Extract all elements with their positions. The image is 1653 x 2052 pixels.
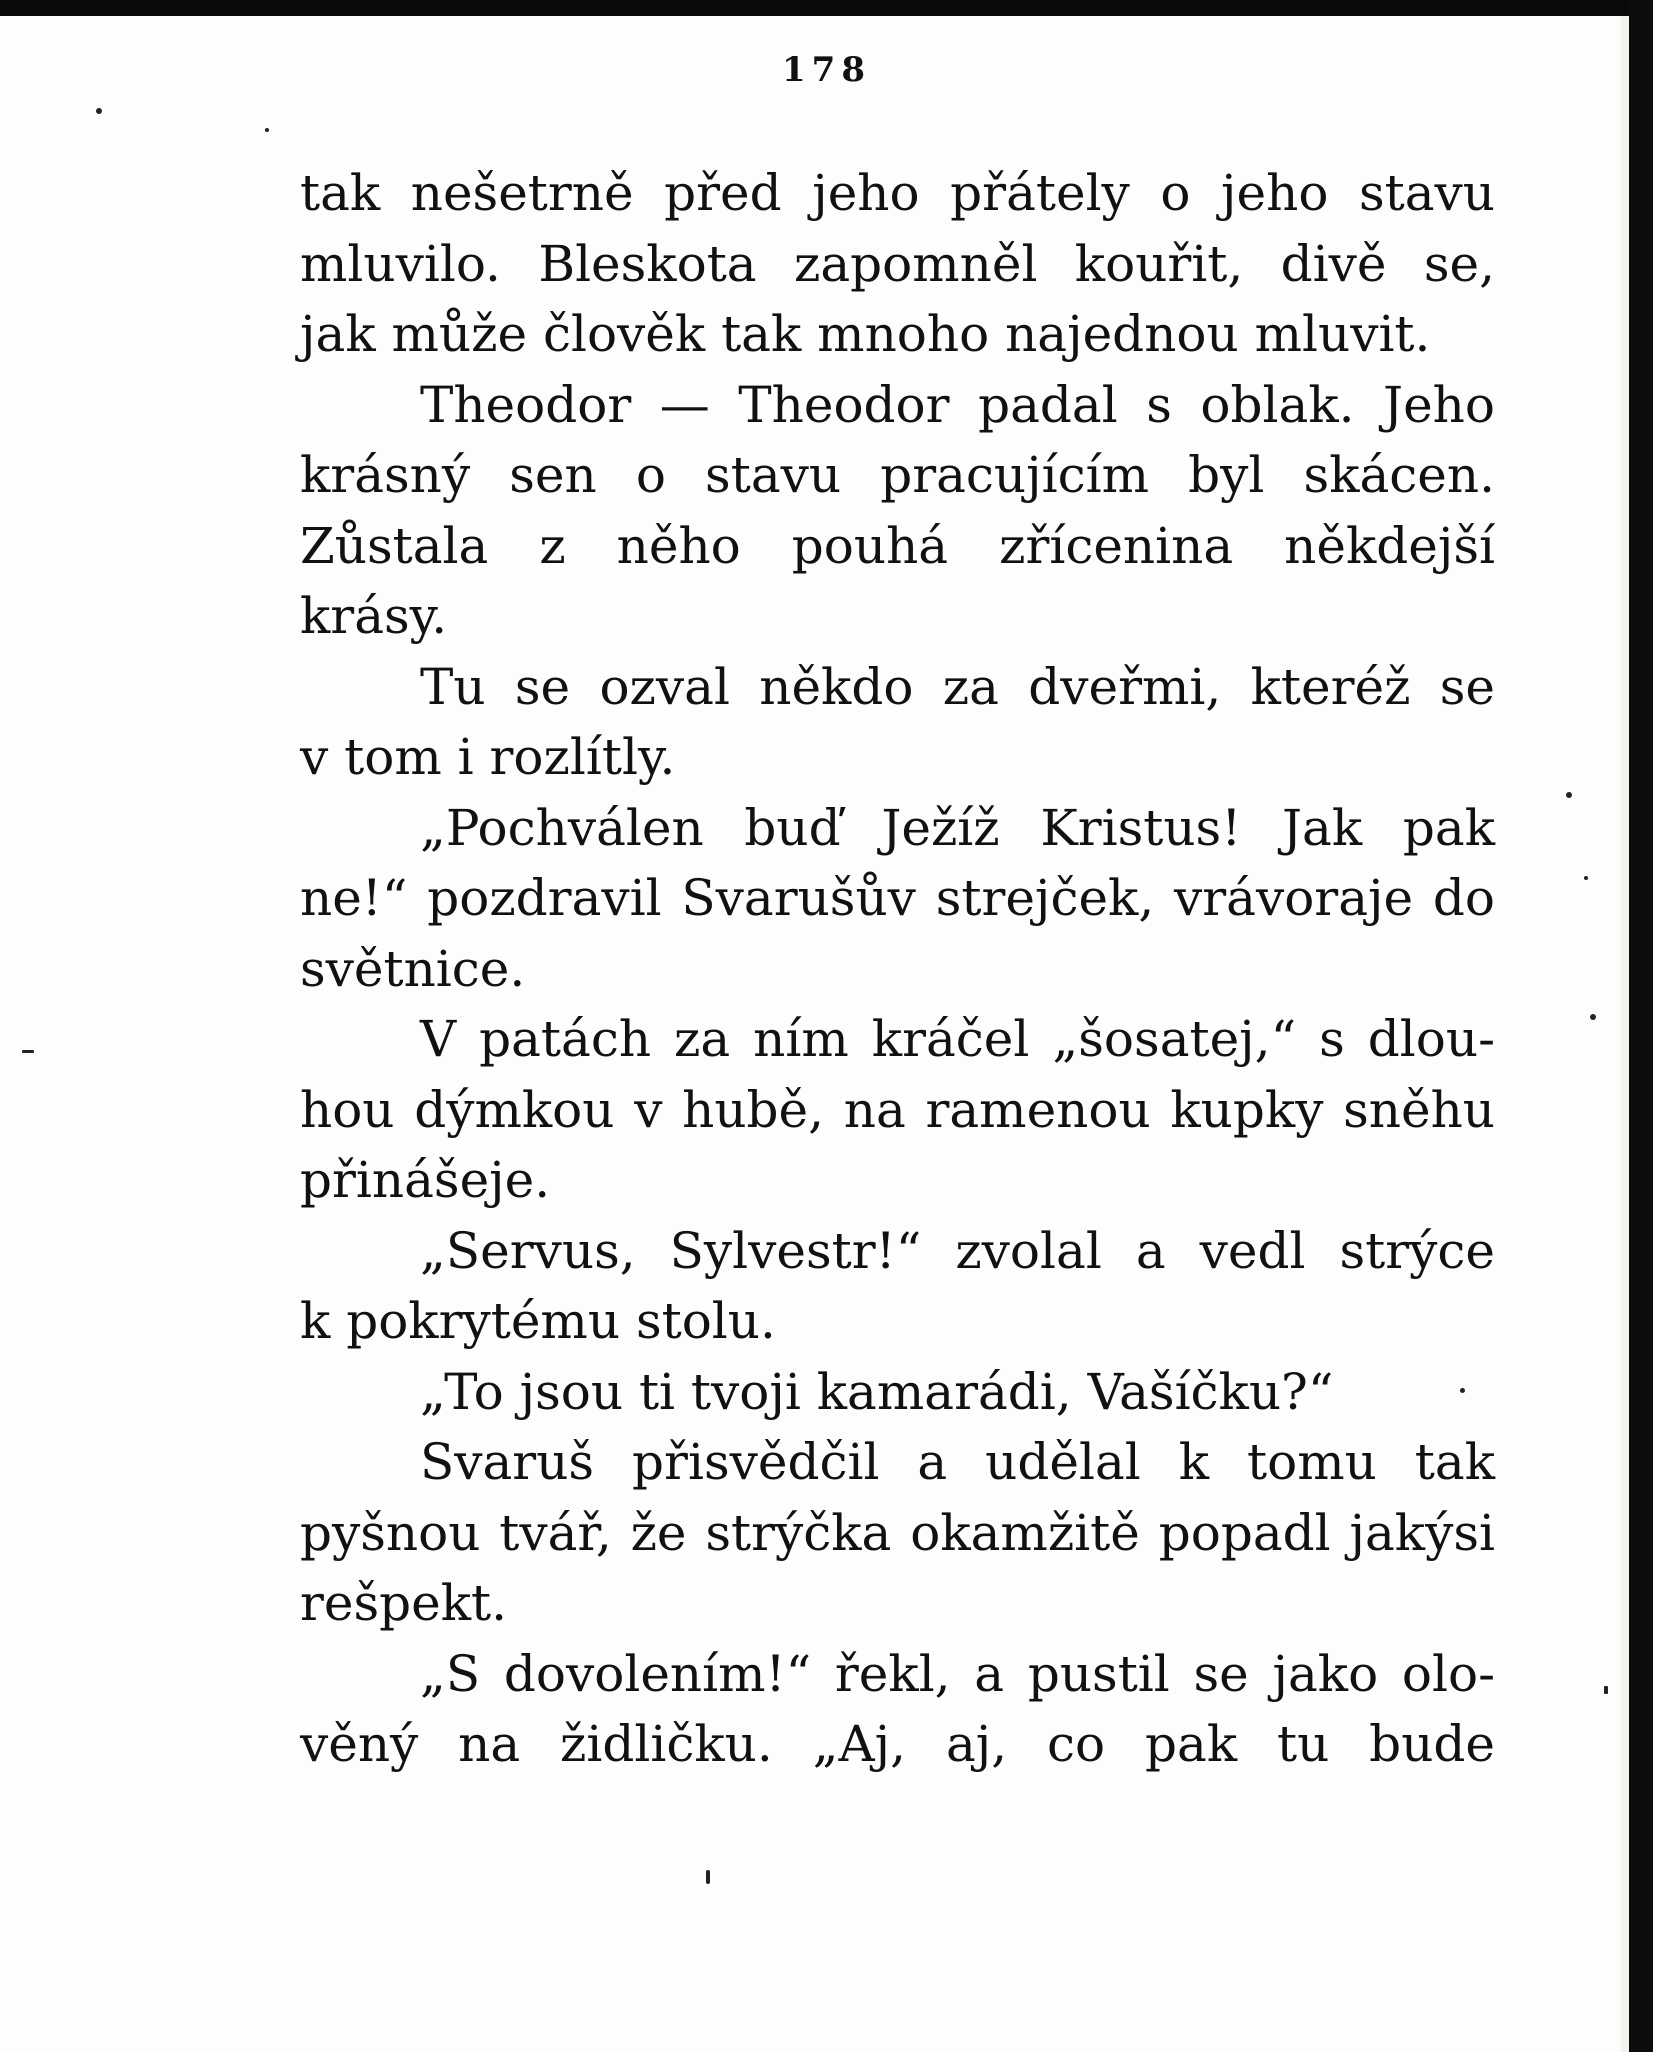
text-line: světnice. (300, 939, 526, 998)
text-line: pyšnou tvář, že strýčka okamžitě popadl jakýsi (300, 1503, 1495, 1562)
scan-speck (1566, 792, 1572, 798)
text-line: „Servus, Sylvestr!“ zvolal a vedl strýce (420, 1221, 1495, 1280)
text-line: Theodor — Theodor padal s oblak. Jeho (420, 375, 1495, 434)
scan-speck (706, 1870, 710, 1884)
page-edge-shadow (1621, 16, 1629, 2052)
text-line: v tom i rozlítly. (300, 728, 676, 786)
text-line: jak může člověk tak mnoho najednou mluvit. (300, 305, 1431, 363)
text-line: Tu se ozval někdo za dveřmi, kteréž se (420, 657, 1495, 716)
text-line: Zůstala z něho pouhá zřícenina někdejší (300, 516, 1495, 575)
scan-right-border (1629, 0, 1653, 2052)
text-line: mluvilo. Bleskota zapomněl kouřit, divě se, (300, 234, 1495, 293)
text-line: hou dýmkou v hubě, na ramenou kupky sněhu (300, 1080, 1495, 1139)
scan-speck (22, 1050, 34, 1053)
scan-speck (96, 108, 102, 114)
scan-speck (265, 128, 269, 132)
text-line: krásný sen o stavu pracujícím byl skácen. (300, 446, 1495, 504)
scan-speck (1590, 1014, 1596, 1020)
scan-speck (1584, 876, 1588, 880)
text-line: „Pochválen buď Ježíž Kristus! Jak pak (420, 798, 1495, 857)
text-line: rešpekt. (300, 1574, 508, 1632)
text-line: k pokrytému stolu. (300, 1292, 776, 1350)
body-text (300, 158, 1495, 1780)
text-line: Svaruš přisvědčil a udělal k tomu tak (420, 1433, 1495, 1491)
text-line: V patách za ním kráčel „šosatej,“ s dlou- (420, 1010, 1495, 1068)
text-line: přinášeje. (300, 1151, 551, 1209)
text-line: krásy. (300, 587, 448, 645)
scan-speck (1460, 1388, 1465, 1393)
scan-speck (1604, 1686, 1608, 1694)
text-line: věný na židličku. „Aj, aj, co pak tu bude (300, 1715, 1495, 1773)
page-number: 178 (782, 50, 871, 90)
text-line: tak nešetrně před jeho přátely o jeho stavu (300, 164, 1495, 222)
text-line: „S dovolením!“ řekl, a pustil se jako olo- (420, 1644, 1495, 1703)
scan-top-border (0, 0, 1653, 16)
text-line: ne!“ pozdravil Svarušův strejček, vrávoraje do (300, 869, 1495, 927)
text-line: „To jsou ti tvoji kamarádi, Vašíčku?“ (420, 1362, 1334, 1421)
